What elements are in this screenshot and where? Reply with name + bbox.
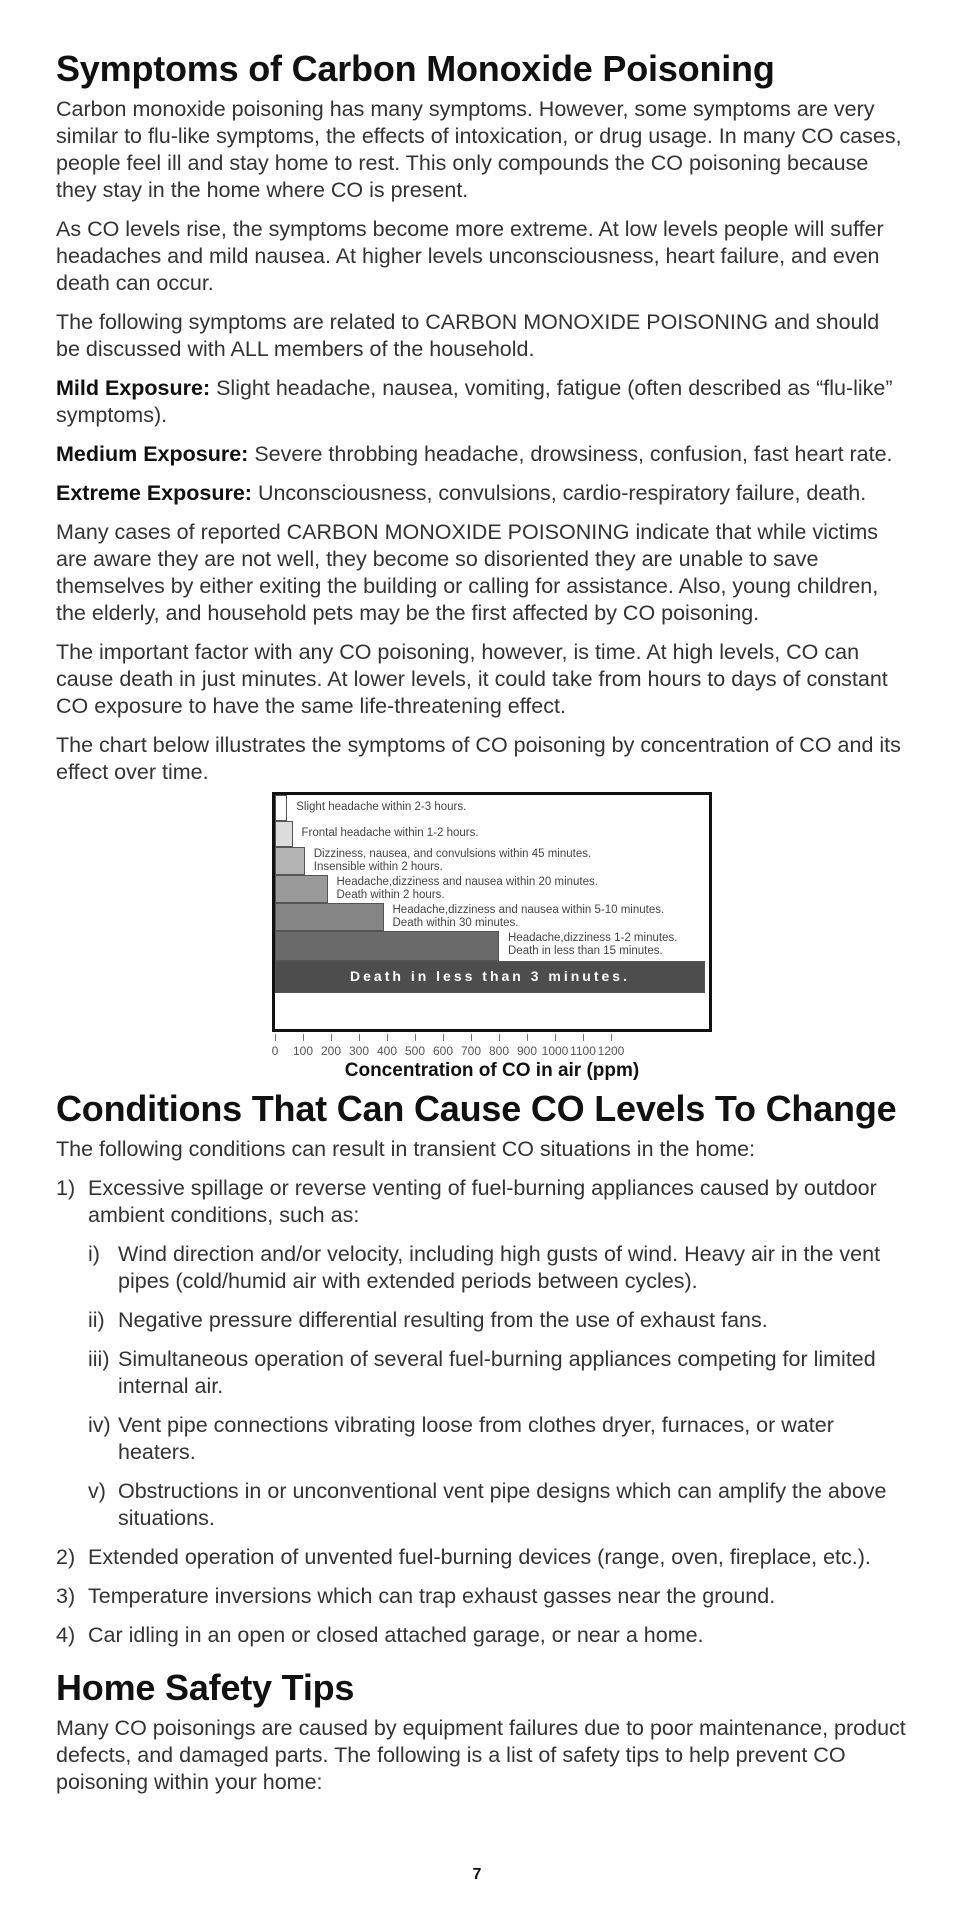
sub-list-item: [88, 1307, 906, 1334]
sub-list-item-text: Vent pipe connections vibrating loose from clothes dryer, furnaces, or water heaters.: [118, 1413, 834, 1464]
heading-home-safety: Home Safety Tips: [56, 1667, 355, 1708]
chart-x-tick: [331, 1034, 332, 1041]
chart-x-tick: [471, 1034, 472, 1041]
extreme-exposure-text: Unconsciousness, convulsions, cardio-respiratory failure, death.: [251, 481, 867, 505]
sub-list-item-number: iv): [88, 1413, 111, 1437]
chart-x-tick-label: 1100: [570, 1044, 596, 1058]
chart-bar-label-line: Death within 2 hours.: [336, 889, 445, 901]
chart-x-tick: [499, 1034, 500, 1041]
list-item-number: 3): [56, 1584, 76, 1608]
chart-bar: [275, 931, 499, 961]
chart-x-tick-label: 700: [460, 1044, 482, 1058]
heading-symptoms: Symptoms of Carbon Monoxide Poisoning: [56, 48, 775, 89]
list-item-text: Excessive spillage or reverse venting of fuel-burning appliances caused by outdoor ambient conditions, such as:: [88, 1176, 877, 1227]
sub-list-item-number: ii): [88, 1308, 105, 1332]
chart-bar-label: [393, 904, 665, 930]
chart-x-tick-label: 1000: [541, 1044, 569, 1058]
chart-x-tick-label: 0: [271, 1044, 279, 1058]
chart-bar-label-line: Insensible within 2 hours.: [313, 861, 443, 873]
chart-x-tick-label: 400: [376, 1044, 398, 1058]
extreme-exposure-label: Extreme Exposure:: [56, 481, 252, 505]
chart-x-tick: [583, 1034, 584, 1041]
chart-bar-label: [508, 932, 677, 958]
chart-x-tick: [443, 1034, 444, 1041]
chart-x-tick: [415, 1034, 416, 1041]
conditions-intro: The following conditions can result in transient CO situations in the home:: [56, 1137, 756, 1161]
sub-list-item-text: Wind direction and/or velocity, including high gusts of wind. Heavy air in the vent pipes (cold/humid air with extended periods between cycles).: [118, 1242, 881, 1293]
list-item: [56, 1544, 906, 1571]
conditions-list: [56, 1175, 906, 1649]
chart-x-tick: [555, 1034, 556, 1041]
sub-list-item-text: Negative pressure differential resulting from the use of exhaust fans.: [118, 1308, 768, 1332]
chart-x-tick: [359, 1034, 360, 1041]
medium-exposure-text: Severe throbbing headache, drowsiness, confusion, fast heart rate.: [248, 442, 893, 466]
chart-bar-label: [302, 827, 479, 840]
chart-bar: [275, 875, 328, 903]
chart-x-tick-label: 800: [488, 1044, 510, 1058]
list-item-number: 2): [56, 1545, 76, 1569]
list-item: [56, 1175, 906, 1229]
list-item-text: Car idling in an open or closed attached garage, or near a home.: [88, 1623, 704, 1647]
chart-plot-area: [272, 792, 712, 1032]
sub-list-item: [88, 1346, 906, 1400]
chart-bar-label-line: Death within 30 minutes.: [392, 917, 519, 929]
heading-conditions: Conditions That Can Cause CO Levels To Change: [56, 1088, 897, 1129]
chart-x-tick-label: 100: [292, 1044, 314, 1058]
chart-x-tick-label: 900: [516, 1044, 538, 1058]
sub-list-item-text: Simultaneous operation of several fuel-burning appliances competing for limited internal air.: [118, 1347, 876, 1398]
chart-x-tick: [275, 1034, 276, 1041]
chart-x-tick: [303, 1034, 304, 1041]
chart-bar-label-line: Headache,dizziness 1-2 minutes.: [508, 932, 678, 944]
sub-list-item: [88, 1241, 906, 1295]
chart-bar: [275, 821, 293, 847]
chart-x-tick-label: 300: [348, 1044, 370, 1058]
chart-x-axis: [272, 1032, 712, 1060]
chart-bar-label: [337, 876, 598, 902]
chart-bar-label-line: Death in less than 15 minutes.: [508, 945, 663, 957]
chart-x-tick-label: 500: [404, 1044, 426, 1058]
mild-exposure-text: Slight headache, nausea, vomiting, fatigue (often described as “flu-like” symptoms).: [56, 376, 893, 427]
paragraph: Carbon monoxide poisoning has many symptoms. However, some symptoms are very similar to flu-like symptoms, the effects of intoxication, or drug usage. In many CO cases, people feel ill and stay home to rest. This only compounds the CO poisoning because they stay in the home where CO is present.: [56, 97, 902, 202]
chart-bar-label: Death in less than 3 minutes.: [350, 968, 630, 984]
paragraph: The chart below illustrates the symptoms of CO poisoning by concentration of CO and its effect over time.: [56, 733, 901, 784]
chart-x-axis-title: Concentration of CO in air (ppm): [344, 1060, 640, 1081]
chart-x-tick: [611, 1034, 612, 1041]
chart-bar-label-line: Dizziness, nausea, and convulsions within 45 minutes.: [313, 848, 592, 860]
sub-list-item-text: Obstructions in or unconventional vent pipe designs which can amplify the above situations.: [118, 1479, 887, 1530]
paragraph: Many cases of reported CARBON MONOXIDE POISONING indicate that while victims are aware they are not well, they become so disoriented they are unable to save themselves by either exiting the building or calling for assistance. Also, young children, the elderly, and household pets may be the first affected by CO poisoning.: [56, 520, 879, 625]
chart-bar-label-line: Frontal headache within 1-2 hours.: [301, 827, 479, 839]
sub-list-item: [88, 1412, 906, 1466]
extreme-exposure: [56, 480, 906, 507]
list-item: [56, 1622, 906, 1649]
chart-bar-label-line: Headache,dizziness and nausea within 5-10 minutes.: [392, 904, 665, 916]
sub-list-item: [88, 1478, 906, 1532]
paragraph: The following symptoms are related to CARBON MONOXIDE POISONING and should be discussed with ALL members of the household.: [56, 310, 880, 361]
list-item-text: Extended operation of unvented fuel-burning devices (range, oven, fireplace, etc.).: [88, 1545, 871, 1569]
medium-exposure: [56, 441, 906, 468]
list-item-text: Temperature inversions which can trap exhaust gasses near the ground.: [88, 1584, 776, 1608]
chart-bar-label: [296, 801, 466, 814]
sub-list-item-number: iii): [88, 1347, 110, 1371]
chart-x-tick-label: 600: [432, 1044, 454, 1058]
chart-x-tick-label: 1200: [597, 1044, 625, 1058]
home-safety-paragraph: Many CO poisonings are caused by equipment failures due to poor maintenance, product defects, and damaged parts. The following is a list of safety tips to help prevent CO poisoning within your home:: [56, 1716, 906, 1794]
document-page: [56, 38, 906, 1808]
list-item-number: 1): [56, 1176, 76, 1200]
sub-list-item-number: i): [88, 1242, 100, 1266]
page-number: 7: [472, 1866, 482, 1883]
paragraph: The important factor with any CO poisoning, however, is time. At high levels, CO can cause death in just minutes. At lower levels, it could take from hours to days of constant CO exposure to have the same life-threatening effect.: [56, 640, 888, 718]
chart-bar-label: [314, 848, 591, 874]
mild-exposure: [56, 375, 906, 429]
sub-list-item-number: v): [88, 1479, 106, 1503]
chart-x-tick-label: 200: [320, 1044, 342, 1058]
co-concentration-chart: [272, 792, 712, 1082]
chart-bar: [275, 903, 384, 931]
medium-exposure-label: Medium Exposure:: [56, 442, 249, 466]
chart-bar: [275, 795, 287, 821]
chart-bar: [275, 847, 305, 875]
chart-x-tick: [387, 1034, 388, 1041]
chart-x-tick: [527, 1034, 528, 1041]
paragraph: As CO levels rise, the symptoms become more extreme. At low levels people will suffer headaches and mild nausea. At higher levels unconsciousness, heart failure, and even death can occur.: [56, 217, 884, 295]
chart-bar-label-line: Headache,dizziness and nausea within 20 minutes.: [336, 876, 598, 888]
mild-exposure-label: Mild Exposure:: [56, 376, 211, 400]
list-item-number: 4): [56, 1623, 76, 1647]
list-item: [56, 1583, 906, 1610]
chart-bar-label-line: Slight headache within 2-3 hours.: [296, 801, 467, 813]
